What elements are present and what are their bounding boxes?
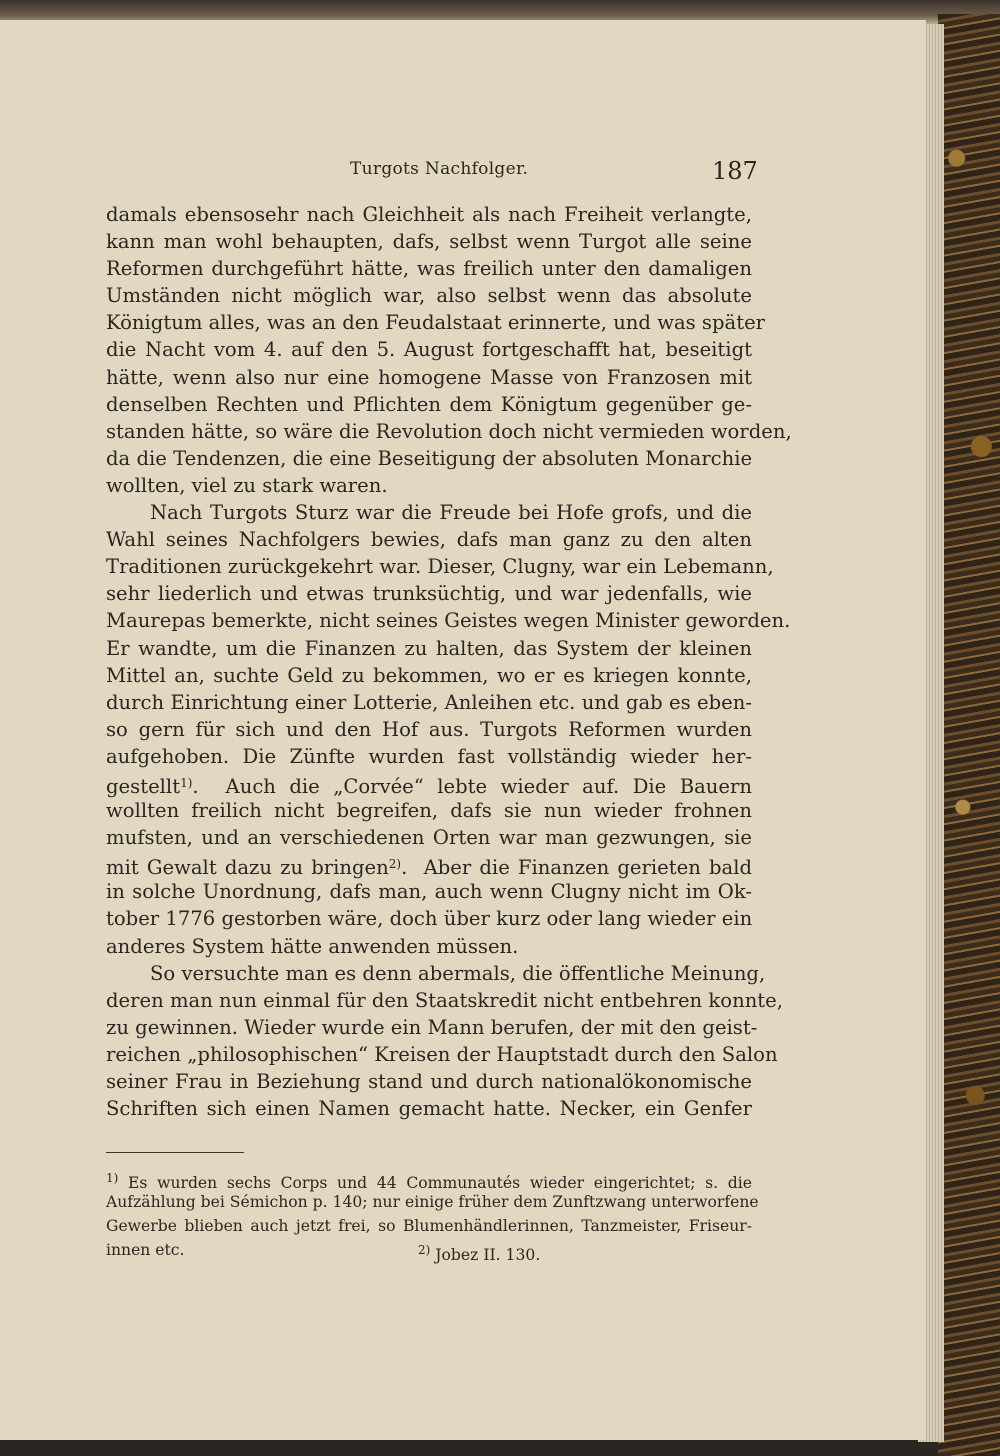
text-line: reichen „philosophischen“ Kreisen der Hauptstadt durch den Salon xyxy=(106,1042,778,1066)
footnote-2 xyxy=(418,1238,540,1267)
text-line: Wahl seines Nachfolgers bewies, dafs man ganz zu den alten xyxy=(106,528,752,552)
footnotes xyxy=(106,1166,759,1264)
line-start: mit Gewalt dazu zu bringen xyxy=(106,856,389,880)
text-line: denselben Rechten und Pflichten dem Königtum gegenüber ge- xyxy=(106,392,752,416)
line-rest: Aber die Finanzen gerieten bald xyxy=(423,856,752,880)
text-line: Er wandte, um die Finanzen zu halten, das System der kleinen xyxy=(106,636,752,660)
text-line: die Nacht vom 4. auf den 5. August fortgeschafft hat, beseitigt xyxy=(106,338,752,362)
footnote-line xyxy=(106,1238,752,1262)
text-line: Reformen durchgeführt hätte, was freilich unter den damaligen xyxy=(106,257,752,281)
footnote-line: Gewerbe blieben auch jetzt frei, so Blumenhändlerinnen, Tanzmeister, Friseur- xyxy=(106,1217,752,1235)
line-rest: Auch die „Corvée“ lebte wieder auf. Die Bauern xyxy=(225,774,752,798)
page-number: 187 xyxy=(712,157,758,185)
text-line: da die Tendenzen, die eine Beseitigung der absoluten Monarchie xyxy=(106,446,753,470)
text-line: aufgehoben. Die Zünfte wurden fast vollständig wieder her- xyxy=(106,744,752,768)
text-line: wollten freilich nicht begreifen, dafs sie nun wieder frohnen xyxy=(106,799,752,823)
text-line: sehr liederlich und etwas trunksüchtig, und war jedenfalls, wie xyxy=(106,582,752,606)
text-line: seiner Frau in Beziehung stand und durch nationalökonomische xyxy=(106,1070,752,1093)
footnote-line xyxy=(106,1166,752,1190)
footnote-text: innen etc. xyxy=(106,1241,185,1259)
text-line: Traditionen zurückgekehrt war. Dieser, Clugny, war ein Lebemann, xyxy=(106,555,774,579)
text-line: gestellt$^{1)}$. Auch die „Corvée“ lebte wieder auf. Die Bauern xyxy=(106,774,752,798)
book-page xyxy=(0,20,926,1440)
text-line: so gern für sich und den Hof aus. Turgots Reformen wurden xyxy=(106,717,752,741)
text-line: Mittel an, suchte Geld zu bekommen, wo er es kriegen konnte, xyxy=(106,663,752,687)
footnote-line: Aufzählung bei Sémichon p. 140; nur einige früher dem Zunftzwang unterworfene xyxy=(106,1193,759,1211)
text-line: zu gewinnen. Wieder wurde ein Mann berufen, der mit den geist- xyxy=(106,1015,758,1039)
text-line: Umständen nicht möglich war, also selbst wenn das absolute xyxy=(106,284,752,308)
footnote-text: Jobez II. 130. xyxy=(435,1246,541,1264)
text-line: Nach Turgots Sturz war die Freude bei Hofe grofs, und die xyxy=(150,501,752,525)
text-line: in solche Unordnung, dafs man, auch wenn Clugny nicht im Ok- xyxy=(106,880,752,904)
text-line: kann man wohl behaupten, dafs, selbst wenn Turgot alle seine xyxy=(106,230,752,254)
running-head xyxy=(0,157,926,193)
text-line: Maurepas bemerkte, nicht seines Geistes wegen Minister geworden. xyxy=(106,609,791,633)
body-text xyxy=(106,201,792,1122)
text-line: wollten, viel zu stark waren. xyxy=(106,473,388,497)
footnote-text: Es wurden sechs Corps und 44 Communautés wieder eingerichtet; s. die xyxy=(128,1174,752,1192)
text-line: hätte, wenn also nur eine homogene Masse von Franzosen mit xyxy=(106,365,752,389)
text-line: Schriften sich einen Namen gemacht hatte. Necker, ein Genfer xyxy=(106,1097,752,1121)
text-line: standen hätte, so wäre die Revolution doch nicht vermieden worden, xyxy=(106,419,792,443)
footnote-marker-1: 1) xyxy=(106,1171,119,1185)
footnote-marker-2: 2) xyxy=(418,1243,431,1257)
marbled-book-cover xyxy=(938,14,1000,1456)
text-line: anderes System hätte anwenden müssen. xyxy=(106,934,519,958)
running-title: Turgots Nachfolger. xyxy=(350,159,529,179)
footnote-ref-1: 1) xyxy=(180,775,193,790)
footnote-ref-2: 2) xyxy=(388,857,402,872)
text-line: durch Einrichtung einer Lotterie, Anleihen etc. und gab es eben- xyxy=(106,690,752,714)
text-line: So versuchte man es denn abermals, die öffentliche Meinung, xyxy=(150,961,766,985)
line-start: gestellt xyxy=(106,774,181,798)
text-line: mufsten, und an verschiedenen Orten war man gezwungen, sie xyxy=(106,826,752,850)
text-line: deren man nun einmal für den Staatskredit nicht entbehren konnte, xyxy=(106,988,784,1012)
text-line: damals ebensosehr nach Gleichheit als nach Freiheit verlangte, xyxy=(106,203,752,226)
text-line: Königtum alles, was an den Feudalstaat erinnerte, und was später xyxy=(106,311,766,335)
text-line: mit Gewalt dazu zu bringen$^{2)}$. Aber die Finanzen gerieten bald xyxy=(106,856,752,880)
footnote-divider xyxy=(106,1152,244,1153)
text-line: tober 1776 gestorben wäre, doch über kurz oder lang wieder ein xyxy=(106,907,753,931)
